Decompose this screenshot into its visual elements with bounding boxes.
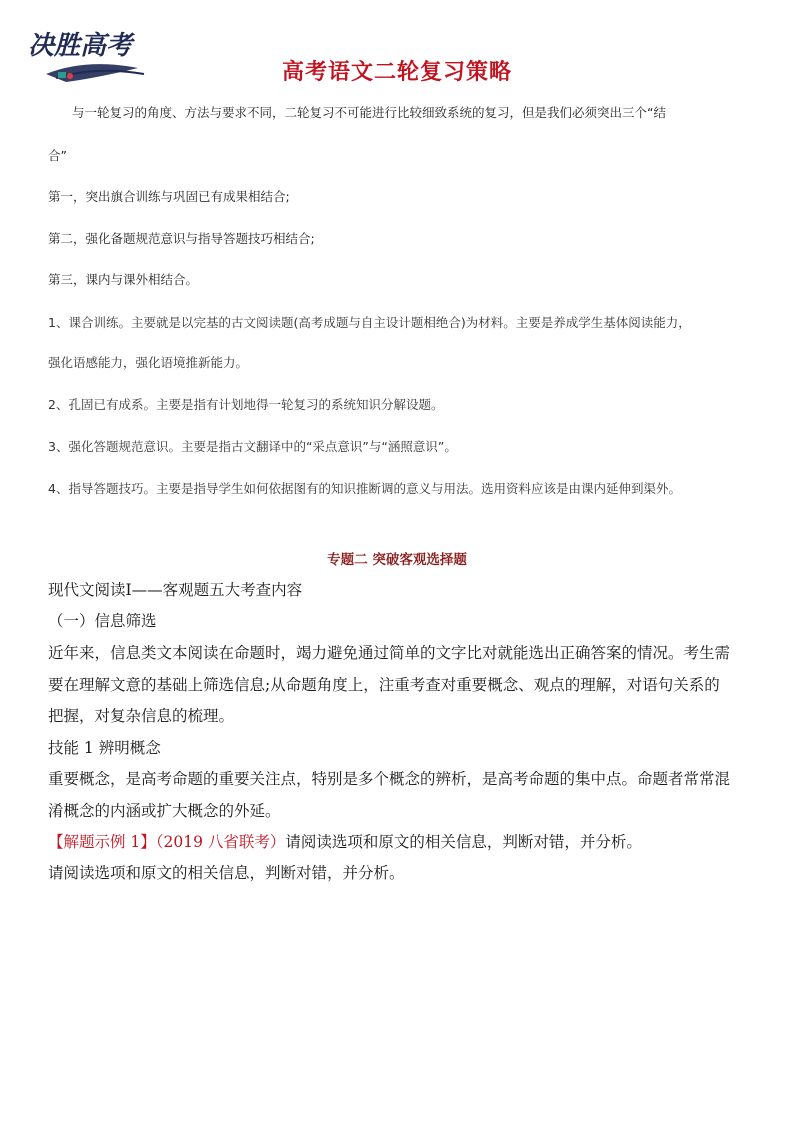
section-heading: 现代文阅读Ⅰ——客观题五大考查内容 <box>48 581 303 599</box>
para-1-line-3: 把握，对复杂信息的梳理。 <box>48 707 235 725</box>
brand-logo-text: 决胜高考 <box>28 31 133 61</box>
intro-line-2: 合” <box>48 148 67 163</box>
example-tag: 【解题示例 1】 <box>48 833 156 851</box>
para-2-line-2: 淆概念的内涵或扩大概念的外延。 <box>48 802 281 820</box>
point-1: 第一，突出旗合训练与巩固已有成果相结合; <box>48 189 290 204</box>
para-2-line-1: 重要概念，是高考命题的重要关注点，特别是多个概念的辨析，是高考命题的集中点。命题者常常混 <box>48 770 731 788</box>
skill-heading: 技能 1 辨明概念 <box>48 739 161 757</box>
detail-1-line-2: 强化语感能力，强化语境推新能力。 <box>48 355 249 370</box>
page-title: 高考语文二轮复习策略 <box>281 60 512 85</box>
subsection-title: （一）信息筛选 <box>48 612 157 630</box>
detail-4: 4、指导答题技巧。主要是指导学生如何依据图有的知识推断调的意义与用法。选用资料应该是由课内延伸到渠外。 <box>48 481 681 496</box>
detail-1-line-1: 1、课合训练。主要就是以完基的古文阅读题(高考成题与自主设计题相绝合)为材料。主要是养成学生基体阅读能力， <box>48 315 691 330</box>
example-source: （2019 八省联考） <box>155 833 286 851</box>
example-line <box>48 830 642 852</box>
para-1-line-2: 要在理解文意的基础上筛选信息;从命题角度上，注重考查对重要概念、观点的理解，对语句关系的 <box>48 676 720 694</box>
point-3: 第三，课内与课外相结合。 <box>48 272 199 287</box>
detail-2: 2、孔固已有成系。主要是指有计划地得一轮复习的系统知识分解设题。 <box>48 397 444 412</box>
detail-3: 3、强化答题规范意识。主要是指古文翻译中的“采点意识”与“涵照意识”。 <box>48 439 457 454</box>
para-1-line-1: 近年来，信息类文本阅读在命题时，竭力避免通过简单的文字比对就能选出正确答案的情况。考生需 <box>48 644 731 662</box>
example-text: 请阅读选项和原文的相关信息，判断对错，并分析。 <box>285 833 642 851</box>
point-2: 第二，强化备题规范意识与指导答题技巧相结合; <box>48 231 315 246</box>
intro-line-1: 与一轮复习的角度、方法与要求不同，二轮复习不可能进行比较细致系统的复习，但是我们必须突出三个“结 <box>72 105 666 120</box>
section-subtitle: 专题二 突破客观选择题 <box>327 552 467 568</box>
repeat-line: 请阅读选项和原文的相关信息，判断对错，并分析。 <box>48 864 405 882</box>
